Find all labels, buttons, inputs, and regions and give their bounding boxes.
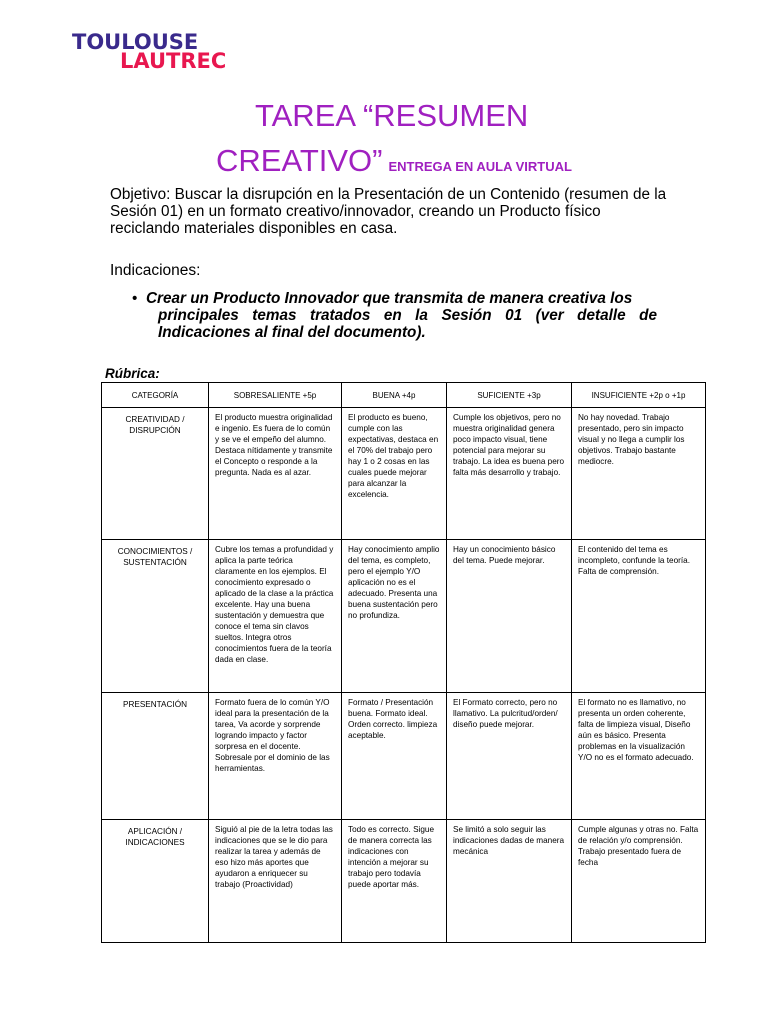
table-row — [102, 540, 706, 693]
indicaciones-bullet — [132, 290, 657, 341]
logo-line-1: TOULOUSE — [72, 30, 199, 54]
header-suficiente: SUFICIENTE +3p — [447, 383, 572, 408]
header-buena: BUENA +4p — [342, 383, 447, 408]
bullet-text-line-1: Crear un Producto Innovador que transmita de manera creativa los — [146, 290, 633, 307]
objetivo-paragraph: Objetivo: Buscar la disrupción en la Presentación de un Contenido (resumen de la Sesión 01) en un formato creativo/innovador, creando un Producto físico reciclando materiales disponibles en casa. — [110, 186, 667, 237]
cell-insuficiente: No hay novedad. Trabajo presentado, pero sin impacto visual y no llega a cumplir los objetivos. Trabajo bastante mediocre. — [572, 408, 706, 540]
cell-buena: El producto es bueno, cumple con las expectativas, destaca en el 70% del trabajo pero hay 1 o 2 cosas en las cuales puede mejorar para alcanzar la excelencia. — [342, 408, 447, 540]
cell-categoria: CREATIVIDAD / DISRUPCIÓN — [102, 408, 209, 540]
table-row — [102, 693, 706, 820]
cell-suficiente: Se limitó a solo seguir las indicaciones dadas de manera mecánica — [447, 820, 572, 943]
cell-sobresaliente: El producto muestra originalidad e ingenio. Es fuera de lo común y se ve el empeño del alumno. Destaca nítidamente y transmite el Concepto o responde a la pregunta. Nada es al azar. — [209, 408, 342, 540]
cell-suficiente: Hay un conocimiento básico del tema. Puede mejorar. — [447, 540, 572, 693]
table-row — [102, 820, 706, 943]
cell-suficiente: El Formato correcto, pero no llamativo. La pulcritud/orden/ diseño puede mejorar. — [447, 693, 572, 820]
cell-categoria: PRESENTACIÓN — [102, 693, 209, 820]
rubrica-heading: Rúbrica: — [105, 366, 160, 381]
indicaciones-heading: Indicaciones: — [110, 262, 201, 279]
cell-insuficiente: Cumple algunas y otras no. Falta de relación y/o comprensión. Trabajo presentado fuera de fecha — [572, 820, 706, 943]
toulouse-lautrec-logo — [72, 30, 227, 73]
cell-sobresaliente: Siguió al pie de la letra todas las indicaciones que se le dio para realizar la tarea y además de eso hizo más aportes que ayudaron a enriquecer su trabajo (Proactividad) — [209, 820, 342, 943]
cell-buena: Todo es correcto. Sigue de manera correcta las indicaciones con intención a mejorar su trabajo pero todavía puede aportar más. — [342, 820, 447, 943]
rubric-table — [101, 382, 706, 943]
header-categoria: CATEGORÍA — [102, 383, 209, 408]
title-line-1: TAREA “RESUMEN — [255, 98, 529, 133]
title-line-2 — [216, 143, 572, 179]
cell-categoria: APLICACIÓN / INDICACIONES — [102, 820, 209, 943]
logo-line-2: LAUTREC — [120, 49, 227, 73]
title-subtitle: ENTREGA EN AULA VIRTUAL — [388, 159, 572, 174]
cell-buena: Formato / Presentación buena. Formato ideal. Orden correcto. limpieza aceptable. — [342, 693, 447, 820]
header-insuficiente: INSUFICIENTE +2p o +1p — [572, 383, 706, 408]
cell-categoria: CONOCIMIENTOS / SUSTENTACIÓN — [102, 540, 209, 693]
cell-sobresaliente: Cubre los temas a profundidad y aplica la parte teórica claramente en los ejemplos. El conocimiento expresado o aplicado de la clase a la práctica excelente. Hay una buena sustentación y demuestra que conoce el tema sin clavos sueltos. Integra otros conocimientos fuera de la teoría dada en clase. — [209, 540, 342, 693]
rubric-header-row — [102, 383, 706, 408]
bullet-dot: • — [132, 290, 138, 307]
title-creativo: CREATIVO” — [216, 143, 383, 178]
cell-suficiente: Cumple los objetivos, pero no muestra originalidad genera poco impacto visual, tiene potencial para mejorar su trabajo. La idea es buena pero falta más desarrollo y trabajo. — [447, 408, 572, 540]
cell-insuficiente: El formato no es llamativo, no presenta un orden coherente, falta de limpieza visual, Diseño aún es básico. Presenta problemas en la visualización Y/O no es el formato adecuado. — [572, 693, 706, 820]
cell-insuficiente: El contenido del tema es incompleto, confunde la teoría. Falta de comprensión. — [572, 540, 706, 693]
table-row — [102, 408, 706, 540]
header-sobresaliente: SOBRESALIENTE +5p — [209, 383, 342, 408]
cell-sobresaliente: Formato fuera de lo común Y/O ideal para la presentación de la tarea, Va acorde y sorprende logrando impacto y factor sorpresa en el docente. Sobresale por el dominio de las herramientas. — [209, 693, 342, 820]
bullet-text-line-2: principales temas tratados en la Sesión 01 (ver detalle de Indicaciones al final del documento). — [158, 307, 657, 341]
cell-buena: Hay conocimiento amplio del tema, es completo, pero el ejemplo Y/O aplicación no es el adecuado. Presenta una buena sustentación pero no profundiza. — [342, 540, 447, 693]
